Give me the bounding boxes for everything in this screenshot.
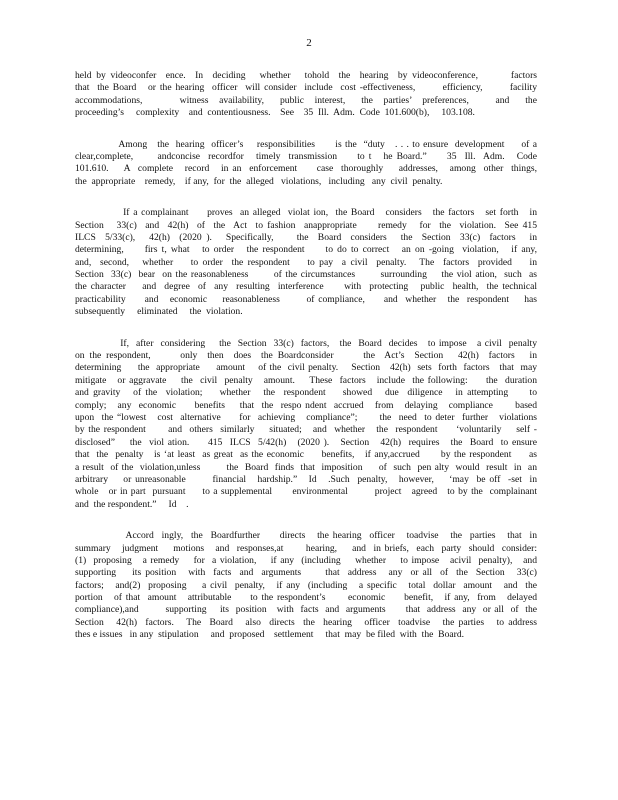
text-line: proceeding’s complexity and contentiousness. See 35 Ill. Adm. Code 101.600(b), 103.108. xyxy=(75,107,475,119)
text-line: whole or in part pursuant to a supplemental environmental project agreed to by the complainant xyxy=(75,486,537,498)
text-line: and the respondent.” Id . xyxy=(75,498,189,510)
paragraph xyxy=(75,70,537,120)
text-line: clear,complete, andconcise recordfor timely transmission to t he Board.” 35 Ill. Adm. Code xyxy=(75,150,537,162)
text-line: supporting its position with facts and arguments that address any or all of the Section 33(c) xyxy=(75,567,537,579)
text-line: determining the appropriate amount of the civil penalty. Section 42(h) sets forth factors that may xyxy=(75,362,537,374)
text-line: the character and degree of any resulting interference with protecting public health, the technical xyxy=(75,281,537,293)
text-line: accommodations, witness availability, public interest, the parties’ preferences, and the xyxy=(75,94,537,106)
text-line: that the penalty is ‘at least as great as the economic benefits, if any,accrued by the respondent as xyxy=(75,449,537,461)
text-line: arbitrary or unreasonable financial hardship.” Id .Such penalty, however, ‘may be off -set in xyxy=(75,473,537,485)
text-line: and, second, whether to order the respondent to pay a civil penalty. The factors provided in xyxy=(75,256,537,268)
paragraph xyxy=(75,338,537,511)
text-line: determining, firs t, what to order the respondent to do to correct an on -going violation, if any, xyxy=(75,244,537,256)
text-line: a result of the violation,unless the Board finds that imposition of such pen alty would result in an xyxy=(75,461,537,473)
text-line: Among the hearing officer’s responsibilities is the “duty . . . to ensure development of a xyxy=(75,138,537,150)
text-line: comply; any economic benefits that the respo ndent accrued from delaying compliance based xyxy=(75,399,537,411)
text-line: ILCS 5/33(c), 42(h) (2020 ). Specifically, the Board considers the Section 33(c) factors in xyxy=(75,231,537,243)
text-line: upon the “lowest cost alternative for achieving compliance”; the need to deter further violations xyxy=(75,411,537,423)
text-line: the appropriate remedy, if any, for the alleged violations, including any civil penalty. xyxy=(75,175,443,187)
text-line: If a complainant proves an alleged violat ion, the Board considers the factors set forth in xyxy=(75,207,537,219)
text-line: by the respondent and others similarly situated; and whether the respondent ‘voluntarily self - xyxy=(75,424,537,436)
text-line: compliance),and supporting its position with facts and arguments that address any or all of the xyxy=(75,604,537,616)
text-line: Section 33(c) and 42(h) of the Act to fashion anappropriate remedy for the violation. See 415 xyxy=(75,219,537,231)
paragraph xyxy=(75,530,537,642)
page-number: 2 xyxy=(306,37,312,49)
text-line: on the respondent, only then does the Boardconsider the Act’s Section 42(h) factors in xyxy=(75,350,537,362)
text-line: subsequently eliminated the violation. xyxy=(75,306,243,318)
text-line: 101.610. A complete record in an enforcement case thoroughly addresses, among other things, xyxy=(75,163,537,175)
text-line: portion of that amount attributable to the respondent’s economic benefit, if any, from delayed xyxy=(75,592,537,604)
text-line: disclosed” the viol ation. 415 ILCS 5/42(h) (2020 ). Section 42(h) requires the Board to ensure xyxy=(75,436,537,448)
text-line: summary judgment motions and responses,at hearing, and in briefs, each party should consider: xyxy=(75,542,537,554)
text-line: held by videoconfer ence. In deciding whether tohold the hearing by videoconference, factors xyxy=(75,70,537,81)
text-line: factors; and(2) proposing a civil penalty, if any (including a specific total dollar amount and the xyxy=(75,579,537,591)
paragraph xyxy=(75,207,537,319)
text-line: Accord ingly, the Boardfurther directs the hearing officer toadvise the parties that in xyxy=(75,530,537,542)
text-line: Section 42(h) factors. The Board also directs the hearing officer toadvise the parties to address xyxy=(75,616,537,628)
document-body xyxy=(75,70,537,661)
text-line: (1) proposing a remedy for a violation, if any (including whether to impose acivil penalty), and xyxy=(75,554,537,566)
paragraph xyxy=(75,139,537,189)
text-line: that the Board or the hearing officer will consider include cost -effectiveness, efficiency, facility xyxy=(75,82,537,94)
text-line: practicability and economic reasonableness of compliance, and whether the respondent has xyxy=(75,293,537,305)
text-line: and gravity of the violation; whether the respondent showed due diligence in attempting to xyxy=(75,387,537,399)
text-line: thes e issues in any stipulation and proposed settlement that may be filed with the Board. xyxy=(75,629,465,641)
text-line: mitigate or aggravate the civil penalty amount. These factors include the following: the duration xyxy=(75,374,537,386)
text-line: If, after considering the Section 33(c) factors, the Board decides to impose a civil penalty xyxy=(75,337,537,349)
text-line: Section 33(c) bear on the reasonableness of the circumstances surrounding the viol ation, such as xyxy=(75,269,537,281)
